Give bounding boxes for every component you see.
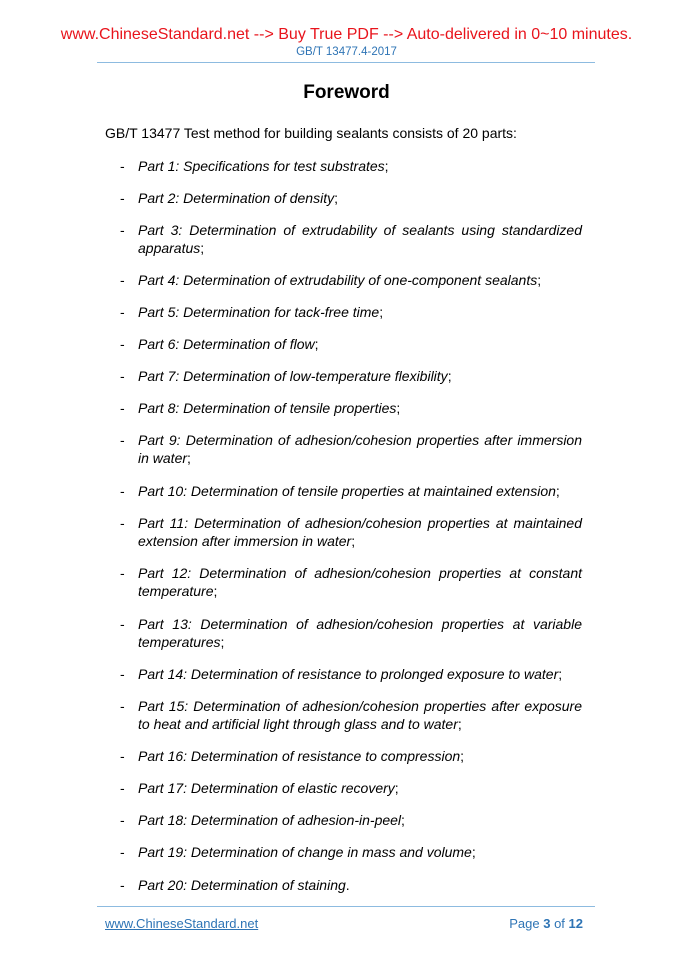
- list-item: [120, 514, 582, 550]
- part-title: Part 17: Determination of elastic recovery: [138, 780, 395, 796]
- intro-paragraph: GB/T 13477 Test method for building sealants consists of 20 parts:: [105, 125, 517, 141]
- list-dash: -: [120, 515, 125, 531]
- list-item-text: [138, 431, 582, 467]
- list-dash: -: [120, 748, 125, 764]
- punctuation: ;: [555, 483, 560, 499]
- punctuation: ;: [314, 336, 319, 352]
- punctuation: ;: [187, 450, 191, 466]
- list-item: [120, 843, 582, 861]
- part-title: Part 19: Determination of change in mass and volume: [138, 844, 472, 860]
- punctuation: ;: [334, 190, 338, 206]
- list-item: [120, 399, 582, 417]
- punctuation: ;: [396, 400, 401, 416]
- list-item-text: [138, 615, 582, 651]
- list-item-text: [138, 367, 582, 385]
- list-item: [120, 564, 582, 600]
- list-dash: -: [120, 666, 125, 682]
- list-item-text: [138, 303, 582, 321]
- punctuation: ;: [537, 272, 542, 288]
- part-title: Part 6: Determination of flow: [138, 336, 315, 352]
- punctuation: ;: [401, 812, 405, 828]
- list-dash: -: [120, 336, 125, 352]
- list-item-text: [138, 482, 582, 500]
- list-item: [120, 697, 582, 733]
- list-item-text: [138, 564, 582, 600]
- total-pages: 12: [568, 916, 583, 931]
- list-dash: -: [120, 272, 125, 288]
- list-item: [120, 189, 582, 207]
- list-item-text: [138, 876, 582, 894]
- punctuation: ;: [447, 368, 452, 384]
- page-number: [509, 916, 583, 931]
- current-page: 3: [543, 916, 551, 931]
- list-dash: -: [120, 877, 125, 893]
- page-prefix: Page: [509, 916, 540, 931]
- list-dash: -: [120, 483, 125, 499]
- part-title: Part 14: Determination of resistance to prolonged exposure to water: [138, 666, 559, 682]
- list-item-text: [138, 665, 582, 683]
- list-dash: -: [120, 780, 125, 796]
- list-dash: -: [120, 432, 125, 448]
- punctuation: ;: [213, 583, 218, 599]
- part-title: Part 9: Determination of adhesion/cohesion properties after immersion in water: [138, 432, 582, 466]
- list-item: [120, 221, 582, 257]
- footer-website-link[interactable]: www.ChineseStandard.net: [105, 916, 259, 931]
- list-item: [120, 747, 582, 765]
- list-item: [120, 335, 582, 353]
- part-title: Part 11: Determination of adhesion/cohesion properties at maintained extension after immersion in water: [138, 515, 582, 549]
- footer-divider: [97, 906, 595, 907]
- list-item: [120, 665, 582, 683]
- list-item-text: [138, 843, 582, 861]
- page-title: Foreword: [303, 82, 390, 103]
- part-title: Part 18: Determination of adhesion-in-peel: [138, 812, 402, 828]
- punctuation: ;: [384, 158, 389, 174]
- part-title: Part 20: Determination of staining: [138, 877, 346, 893]
- header-standard-code: GB/T 13477.4-2017: [296, 46, 397, 58]
- punctuation: ;: [558, 666, 563, 682]
- part-title: Part 16: Determination of resistance to compression: [138, 748, 461, 764]
- list-dash: -: [120, 158, 125, 174]
- punctuation: ;: [457, 716, 462, 732]
- list-item-text: [138, 779, 582, 797]
- list-item-text: [138, 514, 582, 550]
- list-dash: -: [120, 304, 125, 320]
- part-title: Part 13: Determination of adhesion/cohesion properties at variable temperatures: [138, 616, 582, 650]
- list-dash: -: [120, 190, 125, 206]
- list-item-text: [138, 747, 582, 765]
- list-item-text: [138, 221, 582, 257]
- punctuation: ;: [471, 844, 476, 860]
- header-divider: [97, 62, 595, 63]
- punctuation: .: [345, 877, 350, 893]
- part-title: Part 8: Determination of tensile properties: [138, 400, 397, 416]
- list-item-text: [138, 697, 582, 733]
- list-item: [120, 779, 582, 797]
- list-dash: -: [120, 400, 125, 416]
- part-title: Part 12: Determination of adhesion/cohesion properties at constant temperature: [138, 565, 582, 599]
- part-title: Part 4: Determination of extrudability of one-component sealants: [138, 272, 538, 288]
- part-title: Part 1: Specifications for test substrates: [138, 158, 385, 174]
- list-item-text: [138, 335, 582, 353]
- list-item: [120, 431, 582, 467]
- list-item: [120, 876, 582, 894]
- punctuation: ;: [394, 780, 399, 796]
- list-dash: -: [120, 812, 125, 828]
- list-item: [120, 811, 582, 829]
- punctuation: ;: [351, 533, 356, 549]
- punctuation: ;: [200, 240, 205, 256]
- list-item: [120, 303, 582, 321]
- page-of: of: [554, 916, 565, 931]
- punctuation: ;: [460, 748, 465, 764]
- list-item: [120, 271, 582, 289]
- punctuation: ;: [379, 304, 384, 320]
- list-dash: -: [120, 565, 125, 581]
- list-item: [120, 367, 582, 385]
- list-dash: -: [120, 698, 125, 714]
- part-title: Part 15: Determination of adhesion/cohesion properties after exposure to heat and artificial light through glass and to water: [138, 698, 582, 732]
- list-item: [120, 482, 582, 500]
- part-title: Part 10: Determination of tensile properties at maintained extension: [138, 483, 556, 499]
- list-item-text: [138, 399, 582, 417]
- list-item: [120, 157, 582, 175]
- part-title: Part 2: Determination of density: [138, 190, 335, 206]
- list-dash: -: [120, 222, 125, 238]
- list-dash: -: [120, 844, 125, 860]
- list-item: [120, 615, 582, 651]
- list-item-text: [138, 271, 582, 289]
- list-item-text: [138, 189, 582, 207]
- part-title: Part 5: Determination for tack-free time: [138, 304, 380, 320]
- list-dash: -: [120, 368, 125, 384]
- list-dash: -: [120, 616, 125, 632]
- punctuation: ;: [220, 634, 225, 650]
- part-title: Part 3: Determination of extrudability of sealants using standardized apparatus: [138, 222, 582, 256]
- list-item-text: [138, 157, 582, 175]
- list-item-text: [138, 811, 582, 829]
- promo-banner[interactable]: www.ChineseStandard.net --> Buy True PDF --> Auto-delivered in 0~10 minutes.: [60, 26, 633, 43]
- part-title: Part 7: Determination of low-temperature flexibility: [138, 368, 448, 384]
